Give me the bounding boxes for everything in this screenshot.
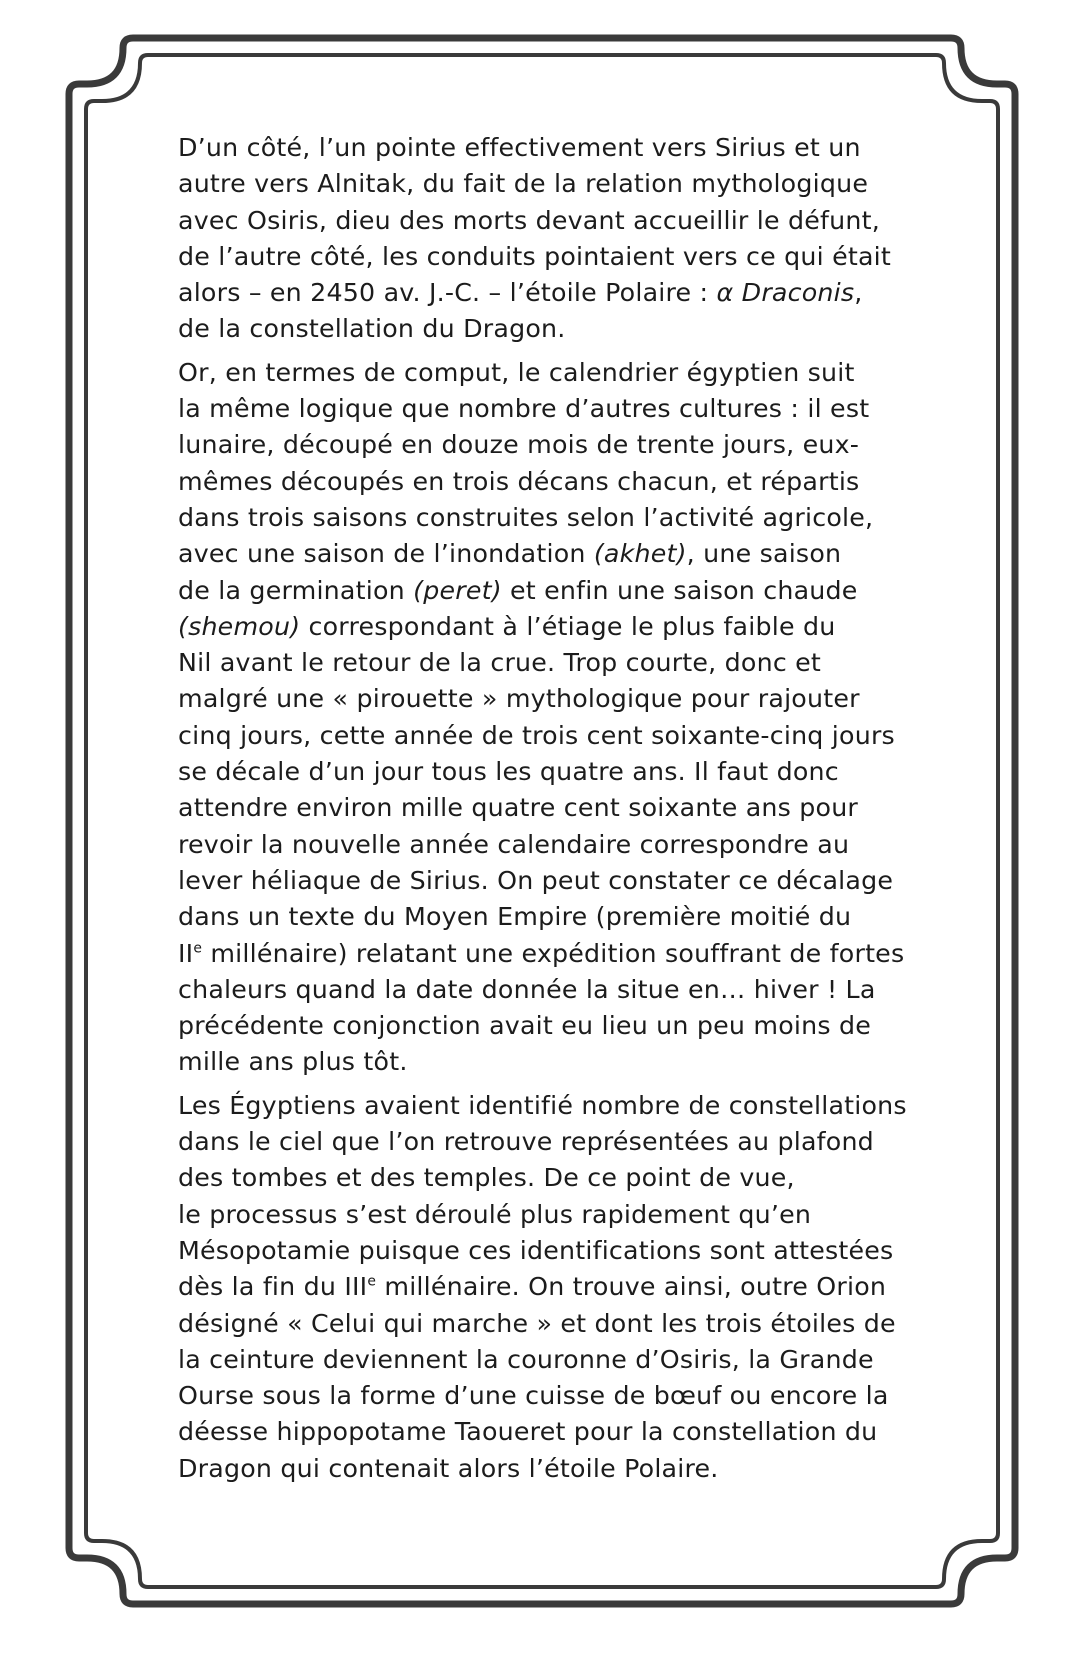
text-segment: autre vers Alnitak, du fait de la relation mythologique [178, 169, 869, 199]
text-line [178, 972, 938, 1008]
text-segment: , une saison [686, 539, 842, 569]
text-segment: précédente conjonction avait eu lieu un peu moins de [178, 1011, 871, 1041]
text-line [178, 645, 938, 681]
italic-term: (shemou) [178, 611, 301, 641]
text-segment: le processus s’est déroulé plus rapidement qu’en [178, 1199, 812, 1229]
text-segment: Ourse sous la forme d’une cuisse de bœuf ou encore la [178, 1381, 889, 1411]
text-segment: la ceinture deviennent la couronne d’Osiris, la Grande [178, 1344, 874, 1374]
text-segment: II [178, 938, 194, 968]
text-line [178, 391, 938, 427]
text-segment: mille ans plus tôt. [178, 1047, 408, 1077]
ordinal-superscript: e [193, 939, 203, 956]
text-line [178, 275, 938, 311]
text-line [178, 863, 938, 899]
paragraph-2 [178, 355, 938, 1081]
text-segment: désigné « Celui qui marche » et dont les trois étoiles de [178, 1308, 896, 1338]
text-line [178, 311, 938, 347]
text-line [178, 1306, 938, 1342]
text-line [178, 790, 938, 826]
text-line [178, 1378, 938, 1414]
italic-term: α Draconis [716, 278, 855, 308]
text-segment: de l’autre côté, les conduits pointaient vers ce qui était [178, 241, 892, 271]
ordinal-superscript: e [367, 1273, 377, 1290]
text-line [178, 936, 938, 972]
text-segment: correspondant à l’étiage le plus faible du [300, 611, 836, 641]
text-segment: mêmes découpés en trois décans chacun, et répartis [178, 466, 860, 496]
text-line [178, 573, 938, 609]
text-segment: dès la fin du III [178, 1272, 368, 1302]
text-segment: avec Osiris, dieu des morts devant accueillir le défunt, [178, 205, 880, 235]
text-segment: cinq jours, cette année de trois cent soixante-cinq jours [178, 720, 895, 750]
italic-term: (akhet) [593, 539, 687, 569]
text-line [178, 464, 938, 500]
text-segment: D’un côté, l’un pointe effectivement vers Sirius et un [178, 133, 861, 162]
text-line [178, 427, 938, 463]
text-segment: avec une saison de l’inondation [178, 539, 594, 569]
text-line [178, 609, 938, 645]
text-segment: des tombes et des temples. De ce point de vue, [178, 1163, 795, 1193]
text-segment: attendre environ mille quatre cent soixante ans pour [178, 793, 859, 823]
paragraph-3 [178, 1088, 938, 1487]
paragraph-1 [178, 130, 938, 348]
text-line [178, 1088, 938, 1124]
text-segment: la même logique que nombre d’autres cultures : il est [178, 394, 870, 424]
text-line [178, 1008, 938, 1044]
text-line [178, 1160, 938, 1196]
text-line [178, 1124, 938, 1160]
text-line [178, 1269, 938, 1305]
text-segment: Nil avant le retour de la crue. Trop courte, donc et [178, 648, 822, 678]
text-line [178, 1414, 938, 1450]
text-segment: , [854, 278, 863, 308]
text-segment: de la constellation du Dragon. [178, 314, 566, 344]
text-segment: revoir la nouvelle année calendaire correspondre au [178, 829, 850, 859]
text-line [178, 1233, 938, 1269]
text-line [178, 355, 938, 391]
text-segment: Or, en termes de comput, le calendrier égyptien suit [178, 357, 855, 387]
text-segment: malgré une « pirouette » mythologique pour rajouter [178, 684, 860, 714]
italic-term: (peret) [413, 575, 502, 605]
text-segment: dans un texte du Moyen Empire (première moitié du [178, 902, 852, 932]
text-segment: millénaire. On trouve ainsi, outre Orion [376, 1272, 887, 1302]
text-segment: déesse hippopotame Taoueret pour la constellation du [178, 1417, 878, 1447]
text-line [178, 130, 938, 166]
text-segment: de la germination [178, 575, 414, 605]
text-line [178, 500, 938, 536]
text-segment: lunaire, découpé en douze mois de trente jours, eux- [178, 430, 860, 460]
text-segment: alors – en 2450 av. J.-C. – l’étoile Polaire : [178, 278, 717, 308]
text-line [178, 166, 938, 202]
text-body [178, 130, 938, 1494]
text-line [178, 1044, 938, 1080]
text-segment: chaleurs quand la date donnée la situe en… hiver ! La [178, 974, 876, 1004]
text-segment: Mésopotamie puisque ces identifications sont attestées [178, 1235, 894, 1265]
text-segment: et enfin une saison chaude [501, 575, 858, 605]
text-line [178, 1451, 938, 1487]
text-segment: dans le ciel que l’on retrouve représentées au plafond [178, 1127, 874, 1157]
text-segment: Dragon qui contenait alors l’étoile Polaire. [178, 1453, 719, 1483]
text-line [178, 239, 938, 275]
text-line [178, 718, 938, 754]
text-segment: millénaire) relatant une expédition souffrant de fortes [202, 938, 905, 968]
text-line [178, 536, 938, 572]
text-line [178, 203, 938, 239]
text-line [178, 827, 938, 863]
text-line [178, 899, 938, 935]
text-segment: lever héliaque de Sirius. On peut constater ce décalage [178, 865, 894, 895]
text-line [178, 1342, 938, 1378]
text-segment: se décale d’un jour tous les quatre ans. Il faut donc [178, 757, 839, 787]
text-segment: dans trois saisons construites selon l’activité agricole, [178, 502, 874, 532]
text-line [178, 1197, 938, 1233]
text-segment: Les Égyptiens avaient identifié nombre de constellations [178, 1090, 907, 1120]
text-line [178, 681, 938, 717]
text-line [178, 754, 938, 790]
